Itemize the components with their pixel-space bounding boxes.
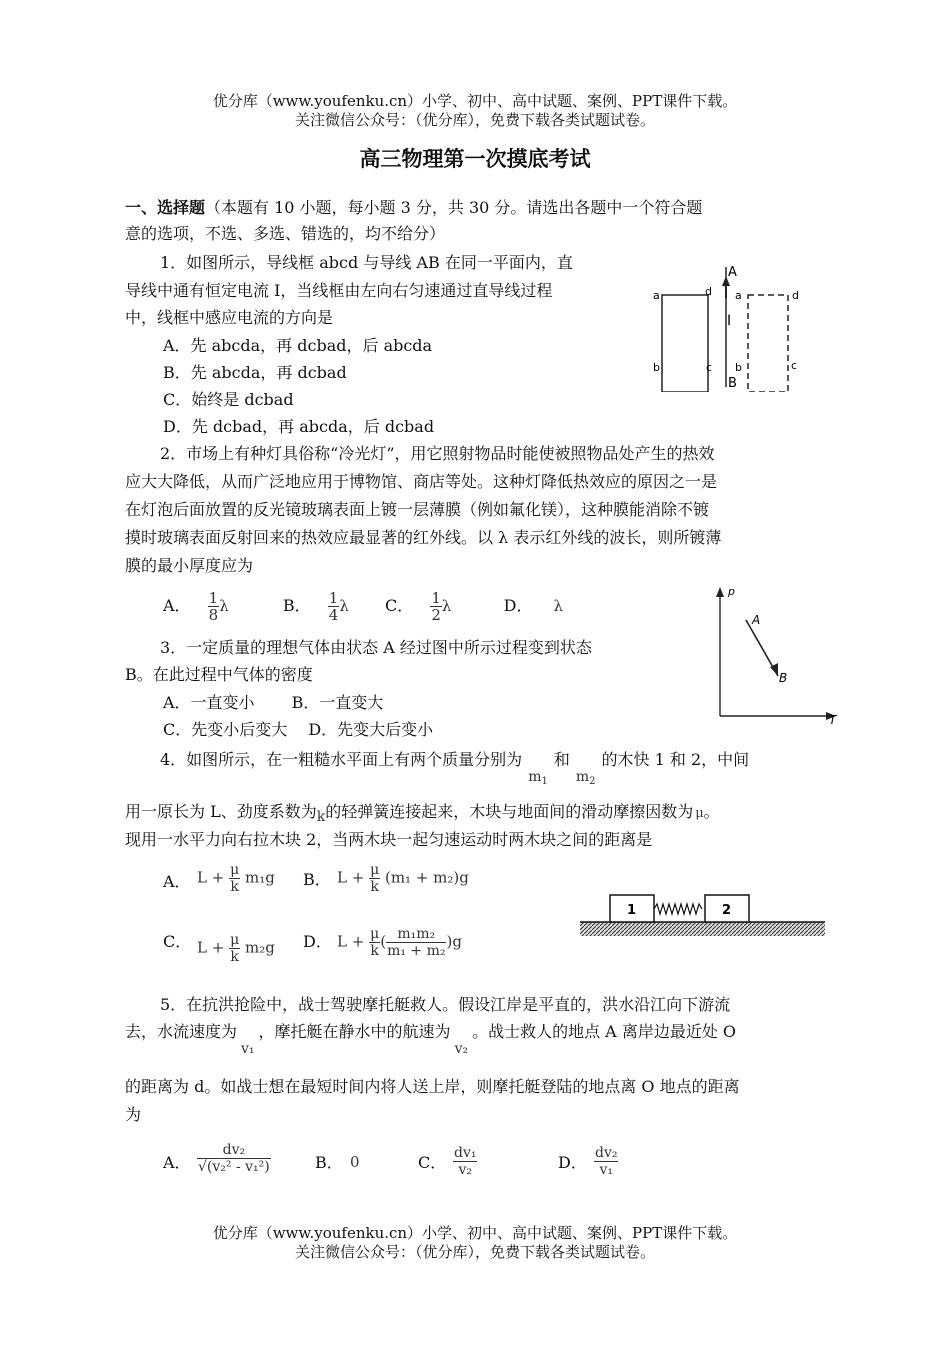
q4-c-m2g: m₂g xyxy=(244,938,275,957)
section-intro xyxy=(125,198,702,218)
q5-b-value: 0 xyxy=(350,1153,360,1171)
q2-option-c-label: C． xyxy=(385,596,414,615)
q4-line1 xyxy=(160,750,750,787)
q2-line3: 在灯泡后面放置的反光镜玻璃表面上镀一层薄膜（例如氟化镁），这种膜能消除不镀 xyxy=(125,500,710,519)
q5-line4: 为 xyxy=(125,1105,142,1124)
q2-a-num: 1 xyxy=(208,589,219,607)
q4-a-m1g: m₁g xyxy=(244,868,275,887)
q2-a-den: 8 xyxy=(208,606,219,624)
q4-b-rest: (m₁ + m₂)g xyxy=(384,868,469,887)
q1-option-a: A．先 abcda，再 dcbad，后 abcda xyxy=(163,336,433,355)
q3-pt-graph xyxy=(708,583,843,725)
q5-a-den: √(v₂² - v₁²) xyxy=(198,1159,270,1175)
q4-line2-pre: 用一原长为 L、劲度系数为 xyxy=(125,802,317,821)
q2-option-b-label: B． xyxy=(282,596,311,615)
q4-c-mu: μ xyxy=(230,932,240,948)
q1-label-A: A xyxy=(728,265,737,280)
q3-p-arrow xyxy=(716,587,724,597)
q5-option-a-expr xyxy=(197,1142,271,1175)
footer-line-1: 优分库（www.youfenku.cn）小学、初中、高中试题、案例、PPT课件下载。 xyxy=(212,1224,738,1242)
q1-label-B: B xyxy=(728,376,737,391)
q4-d-L: L + xyxy=(337,932,365,951)
q5-option-a-label: A． xyxy=(163,1153,191,1172)
q1-solid-frame xyxy=(662,295,708,392)
q4-option-b-label: B． xyxy=(303,870,331,889)
q5-v1: v₁ xyxy=(241,1041,255,1057)
q2-b-lambda: λ xyxy=(339,597,349,615)
q5-v2: v₂ xyxy=(454,1041,469,1057)
q1-label-d: d xyxy=(705,285,712,298)
q1-dashed-frame xyxy=(748,295,788,392)
q1-label-a: a xyxy=(653,289,660,302)
q2-option-b-frac xyxy=(328,590,340,623)
q4-a-frac xyxy=(229,862,240,895)
q5-a-frac xyxy=(197,1142,271,1175)
q4-a-mu: μ xyxy=(230,862,240,878)
q5-option-b-label: B． xyxy=(315,1153,343,1172)
q2-c-lambda: λ xyxy=(441,597,452,615)
q4-k: k xyxy=(316,809,326,825)
q5-d-num: dv₂ xyxy=(595,1145,618,1161)
q4-d-open: ( xyxy=(380,932,387,951)
q5-line2 xyxy=(125,1022,737,1057)
q3-line1: 3．一定质量的理想气体由状态 A 经过图中所示过程变到状态 xyxy=(160,638,592,657)
q1-label-b2: b xyxy=(735,361,742,374)
q4-d-num: m₁m₂ xyxy=(386,926,446,943)
q5-a-num: dv₂ xyxy=(197,1142,271,1159)
q1-line2: 导线中通有恒定电流 I，当线框由左向右匀速通过直导线过程 xyxy=(125,281,553,300)
q1-option-c: C．始终是 dcbad xyxy=(163,390,294,409)
q4-option-d-label: D． xyxy=(303,932,332,951)
header-line-2: 关注微信公众号：（优分库），免费下载各类试题试卷。 xyxy=(294,111,655,129)
q5-option-d-expr xyxy=(594,1145,618,1178)
q4-m2: m xyxy=(575,769,590,785)
q4-b-k: k xyxy=(370,879,379,895)
q2-b-num: 1 xyxy=(328,589,339,607)
q4-block-2-label: 2 xyxy=(722,903,732,918)
q5-c-frac xyxy=(453,1145,477,1178)
q5-option-c-label: C． xyxy=(418,1153,447,1172)
q4-option-c-expr xyxy=(197,932,275,965)
q4-option-b-expr xyxy=(337,862,469,895)
q2-c-num: 1 xyxy=(431,589,441,607)
q4-b-frac xyxy=(369,862,380,895)
q1-label-I: I xyxy=(727,313,732,329)
q4-m1: m xyxy=(528,769,542,785)
q1-label-d2: d xyxy=(792,289,799,302)
q5-c-den: v₂ xyxy=(458,1162,472,1178)
q2-option-a-frac xyxy=(208,590,220,623)
q4-d-den: m₁ + m₂ xyxy=(387,943,446,959)
q4-d-frac xyxy=(369,926,380,959)
q2-option-c-frac xyxy=(430,590,442,623)
q1-label-a2: a xyxy=(735,289,742,302)
q5-d-den: v₁ xyxy=(599,1162,613,1178)
q4-line1-post: 的木快 1 和 2，中间 xyxy=(601,750,750,769)
q1-label-c: c xyxy=(706,361,713,374)
q2-b-den: 4 xyxy=(328,606,339,624)
q4-m1-sub: 1 xyxy=(541,776,548,787)
q4-a-k: k xyxy=(230,879,239,895)
q4-line1-and: 和 xyxy=(553,750,570,769)
q4-c-frac xyxy=(229,932,240,965)
section-intro-text: （本题有 10 小题，每小题 3 分，共 30 分。请选出各题中一个符合题 xyxy=(205,198,703,217)
q4-spring xyxy=(654,904,702,914)
q4-c-k: k xyxy=(230,949,239,965)
header-line-1: 优分库（www.youfenku.cn）小学、初中、高中试题、案例、PPT课件下载。 xyxy=(212,92,738,110)
q1-label-b: b xyxy=(653,361,660,374)
q3-label-B: B xyxy=(779,671,788,685)
q2-line4: 摸时玻璃表面反射回来的热效应最显著的红外线。以 λ 表示红外线的波长，则所镀薄 xyxy=(125,528,722,547)
q5-option-c-expr xyxy=(453,1145,477,1178)
q3-line2: B。在此过程中气体的密度 xyxy=(125,665,313,684)
q3-options-ab: A．一直变小 B．一直变大 xyxy=(163,693,384,712)
q4-option-a-expr xyxy=(197,862,275,895)
q5-option-d-label: D． xyxy=(558,1153,587,1172)
q4-option-a-label: A． xyxy=(163,872,191,891)
q2-line2: 应大大降低，从而广泛地应用于博物馆、商店等处。这种灯降低热效应的原因之一是 xyxy=(125,472,718,491)
q1-label-c2: c xyxy=(791,359,798,372)
q4-option-c-label: C． xyxy=(163,932,192,951)
section-heading: 一、选择题 xyxy=(125,198,206,217)
q4-option-d-expr xyxy=(337,926,462,959)
q3-label-p: p xyxy=(728,585,735,598)
q5-line2-post: 。战士救人的地点 A 离岸边最近处 O xyxy=(472,1022,737,1041)
q4-b-L: L + xyxy=(337,868,365,887)
q4-line2-mid: 的轻弹簧连接起来，木块与地面间的滑动摩擦因数为 xyxy=(325,802,694,821)
q2-d-lambda: λ xyxy=(553,597,564,615)
q2-line5: 膜的最小厚度应为 xyxy=(125,556,254,575)
q2-options xyxy=(163,590,563,623)
q2-line1: 2．市场上有种灯具俗称“冷光灯”，用它照射物品时能使被照物品处产生的热效 xyxy=(160,444,715,463)
q2-option-a-label: A． xyxy=(163,596,191,615)
q4-d-close: )g xyxy=(446,932,462,951)
q4-ground xyxy=(580,922,825,936)
page-title: 高三物理第一次摸底考试 xyxy=(359,146,591,171)
q1-figure xyxy=(645,262,820,392)
q4-a-L: L + xyxy=(197,868,225,887)
q4-d-mu: μ xyxy=(370,926,380,942)
q1-line3: 中，线框中感应电流的方向是 xyxy=(125,308,334,327)
q5-line2-pre: 去，水流速度为 xyxy=(125,1022,238,1041)
q5-line2-mid: ，摩托艇在静水中的航速为 xyxy=(258,1022,451,1041)
q1-line1: 1．如图所示，导线框 abcd 与导线 AB 在同一平面内，直 xyxy=(160,253,573,272)
q1-option-b: B．先 abcda，再 dcbad xyxy=(163,363,347,382)
q5-line1: 5．在抗洪抢险中，战士驾驶摩托艇救人。假设江岸是平直的，洪水沿江向下游流 xyxy=(160,995,731,1014)
q2-a-lambda: λ xyxy=(219,597,229,615)
q1-option-d: D．先 dcbad，再 abcda，后 dcbad xyxy=(163,417,435,436)
q4-line3: 现用一水平力向右拉木块 2，当两木块一起匀速运动时两木块之间的距离是 xyxy=(125,830,653,849)
q5-d-frac xyxy=(594,1145,618,1178)
section-intro-line2: 意的选项，不选、多选、错选的，均不给分） xyxy=(125,224,446,243)
q4-block-1-label: 1 xyxy=(627,903,637,918)
q2-c-den: 2 xyxy=(431,606,441,624)
q4-mu: μ xyxy=(695,806,704,821)
q4-b-mu: μ xyxy=(370,862,380,878)
q4-line2 xyxy=(125,802,720,824)
q2-option-d-label: D． xyxy=(503,596,533,615)
q4-line2-post: 。 xyxy=(703,802,720,821)
q5-line3: 的距离为 d。如战士想在最短时间内将人送上岸，则摩托艇登陆的地点离 O 地点的距离 xyxy=(125,1077,740,1096)
q4-line1-pre: 4．如图所示，在一粗糙水平面上有两个质量分别为 xyxy=(160,750,523,769)
q5-c-num: dv₁ xyxy=(454,1145,477,1161)
q4-d-frac2 xyxy=(386,926,446,959)
q3-label-A: A xyxy=(752,613,761,627)
q4-c-L: L + xyxy=(197,938,225,957)
footer-line-2: 关注微信公众号：（优分库），免费下载各类试题试卷。 xyxy=(294,1243,655,1261)
q3-options-cd: C．先变小后变大 D．先变大后变小 xyxy=(163,720,434,739)
q4-d-k: k xyxy=(370,943,379,959)
q4-blocks-figure xyxy=(580,890,825,940)
q3-label-T: T xyxy=(829,713,837,725)
q4-m2-sub: 2 xyxy=(589,776,596,787)
